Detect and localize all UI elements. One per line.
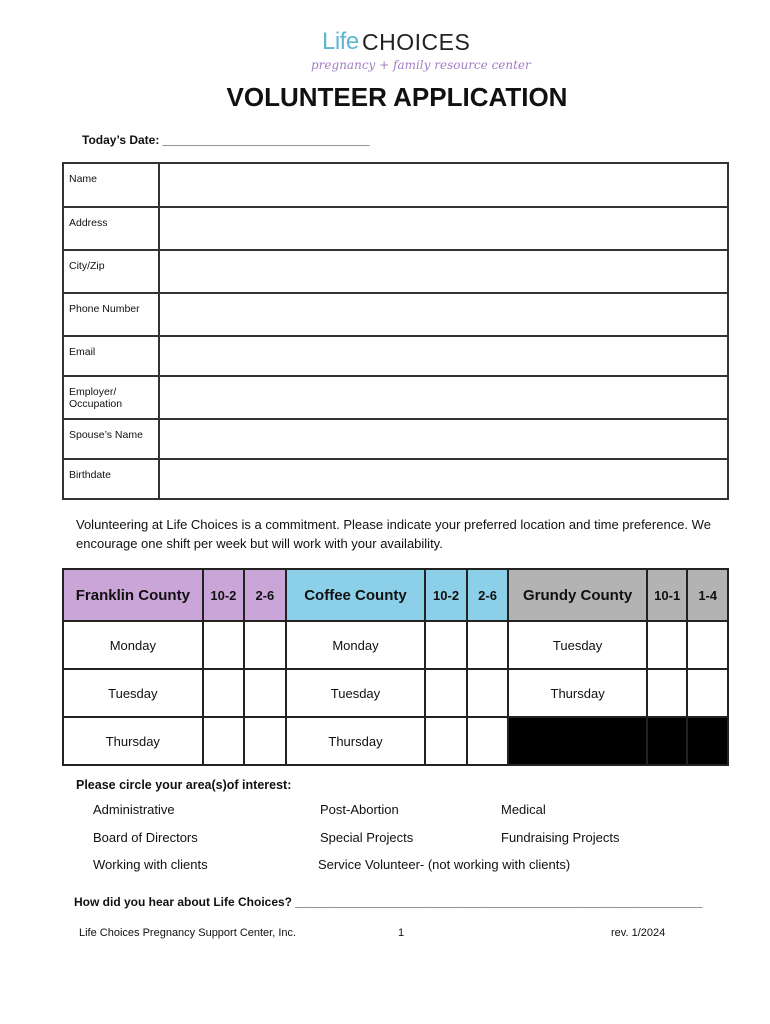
coffee-monday-slot1-checkbox[interactable] <box>425 621 466 669</box>
schedule-table <box>62 568 729 766</box>
email-label: Email <box>63 336 159 376</box>
franklin-monday-slot2-checkbox[interactable] <box>244 621 285 669</box>
grundy-tuesday-slot2-checkbox[interactable] <box>687 621 728 669</box>
spouse-field[interactable] <box>159 419 728 459</box>
grundy-tuesday-slot1-checkbox[interactable] <box>647 621 687 669</box>
logo-life-text: Life <box>322 28 359 55</box>
footer-org: Life Choices Pregnancy Support Center, Inc. <box>79 927 297 939</box>
coffee-day-monday: Monday <box>286 621 426 669</box>
coffee-monday-slot2-checkbox[interactable] <box>467 621 508 669</box>
franklin-thursday-slot2-checkbox[interactable] <box>244 717 285 765</box>
page-title: VOLUNTEER APPLICATION <box>226 82 568 112</box>
interest-fundraising-projects[interactable]: Fundraising Projects <box>501 830 620 845</box>
logo-tagline: pregnancy + family resource center <box>311 58 531 72</box>
franklin-tuesday-slot1-checkbox[interactable] <box>203 669 244 717</box>
grundy-day-tuesday: Tuesday <box>508 621 647 669</box>
footer-revision: rev. 1/2024 <box>611 927 666 939</box>
grundy-unavailable-cell <box>508 717 647 765</box>
coffee-thursday-slot1-checkbox[interactable] <box>425 717 466 765</box>
grundy-thursday-slot1-checkbox[interactable] <box>647 669 687 717</box>
name-label: Name <box>63 163 159 207</box>
grundy-day-thursday: Thursday <box>508 669 647 717</box>
franklin-day-tuesday: Tuesday <box>63 669 203 717</box>
interest-special-projects[interactable]: Special Projects <box>320 830 414 845</box>
grundy-unavailable-slot1 <box>647 717 687 765</box>
grundy-thursday-slot2-checkbox[interactable] <box>687 669 728 717</box>
franklin-tuesday-slot2-checkbox[interactable] <box>244 669 285 717</box>
phone-label: Phone Number <box>63 293 159 336</box>
interest-administrative[interactable]: Administrative <box>93 802 175 817</box>
address-field[interactable] <box>159 207 728 250</box>
birthdate-label: Birthdate <box>63 459 159 499</box>
coffee-slot1-header: 10-2 <box>425 569 466 621</box>
coffee-county-header: Coffee County <box>286 569 426 621</box>
city-zip-label: City/Zip <box>63 250 159 293</box>
franklin-slot2-header: 2-6 <box>244 569 285 621</box>
interest-medical[interactable]: Medical <box>501 802 546 817</box>
franklin-slot1-header: 10-2 <box>203 569 244 621</box>
todays-date-field[interactable]: Today’s Date: _______________________________ <box>82 133 370 147</box>
franklin-monday-slot1-checkbox[interactable] <box>203 621 244 669</box>
city-zip-field[interactable] <box>159 250 728 293</box>
coffee-thursday-slot2-checkbox[interactable] <box>467 717 508 765</box>
spouse-label: Spouse’s Name <box>63 419 159 459</box>
phone-field[interactable] <box>159 293 728 336</box>
franklin-county-header: Franklin County <box>63 569 203 621</box>
coffee-tuesday-slot1-checkbox[interactable] <box>425 669 466 717</box>
name-field[interactable] <box>159 163 728 207</box>
interest-heading: Please circle your area(s)of interest: <box>76 778 292 792</box>
grundy-unavailable-slot2 <box>687 717 728 765</box>
address-label: Address <box>63 207 159 250</box>
applicant-info-table <box>62 162 729 500</box>
franklin-day-thursday: Thursday <box>63 717 203 765</box>
interest-service-volunteer[interactable]: Service Volunteer- (not working with clients) <box>318 857 571 872</box>
grundy-slot2-header: 1-4 <box>687 569 728 621</box>
coffee-day-tuesday: Tuesday <box>286 669 426 717</box>
logo <box>311 28 531 78</box>
footer-page-number: 1 <box>398 927 405 939</box>
grundy-slot1-header: 10-1 <box>647 569 687 621</box>
coffee-slot2-header: 2-6 <box>467 569 508 621</box>
interest-working-with-clients[interactable]: Working with clients <box>93 857 208 872</box>
interest-post-abortion[interactable]: Post-Abortion <box>320 802 399 817</box>
birthdate-field[interactable] <box>159 459 728 499</box>
franklin-day-monday: Monday <box>63 621 203 669</box>
grundy-county-header: Grundy County <box>508 569 647 621</box>
intro-text: Volunteering at Life Choices is a commitment. Please indicate your preferred location and time preference. We encourage one shift per week but will work with your availability. <box>76 517 711 551</box>
logo-choices-text: CHOICES <box>362 29 471 55</box>
interest-board-of-directors[interactable]: Board of Directors <box>93 830 198 845</box>
coffee-tuesday-slot2-checkbox[interactable] <box>467 669 508 717</box>
employer-field[interactable] <box>159 376 728 419</box>
franklin-thursday-slot1-checkbox[interactable] <box>203 717 244 765</box>
referral-source-field[interactable]: How did you hear about Life Choices? _____________________________________________________________ <box>74 895 703 909</box>
email-field[interactable] <box>159 336 728 376</box>
employer-label: Employer/ Occupation <box>63 376 159 419</box>
coffee-day-thursday: Thursday <box>286 717 426 765</box>
